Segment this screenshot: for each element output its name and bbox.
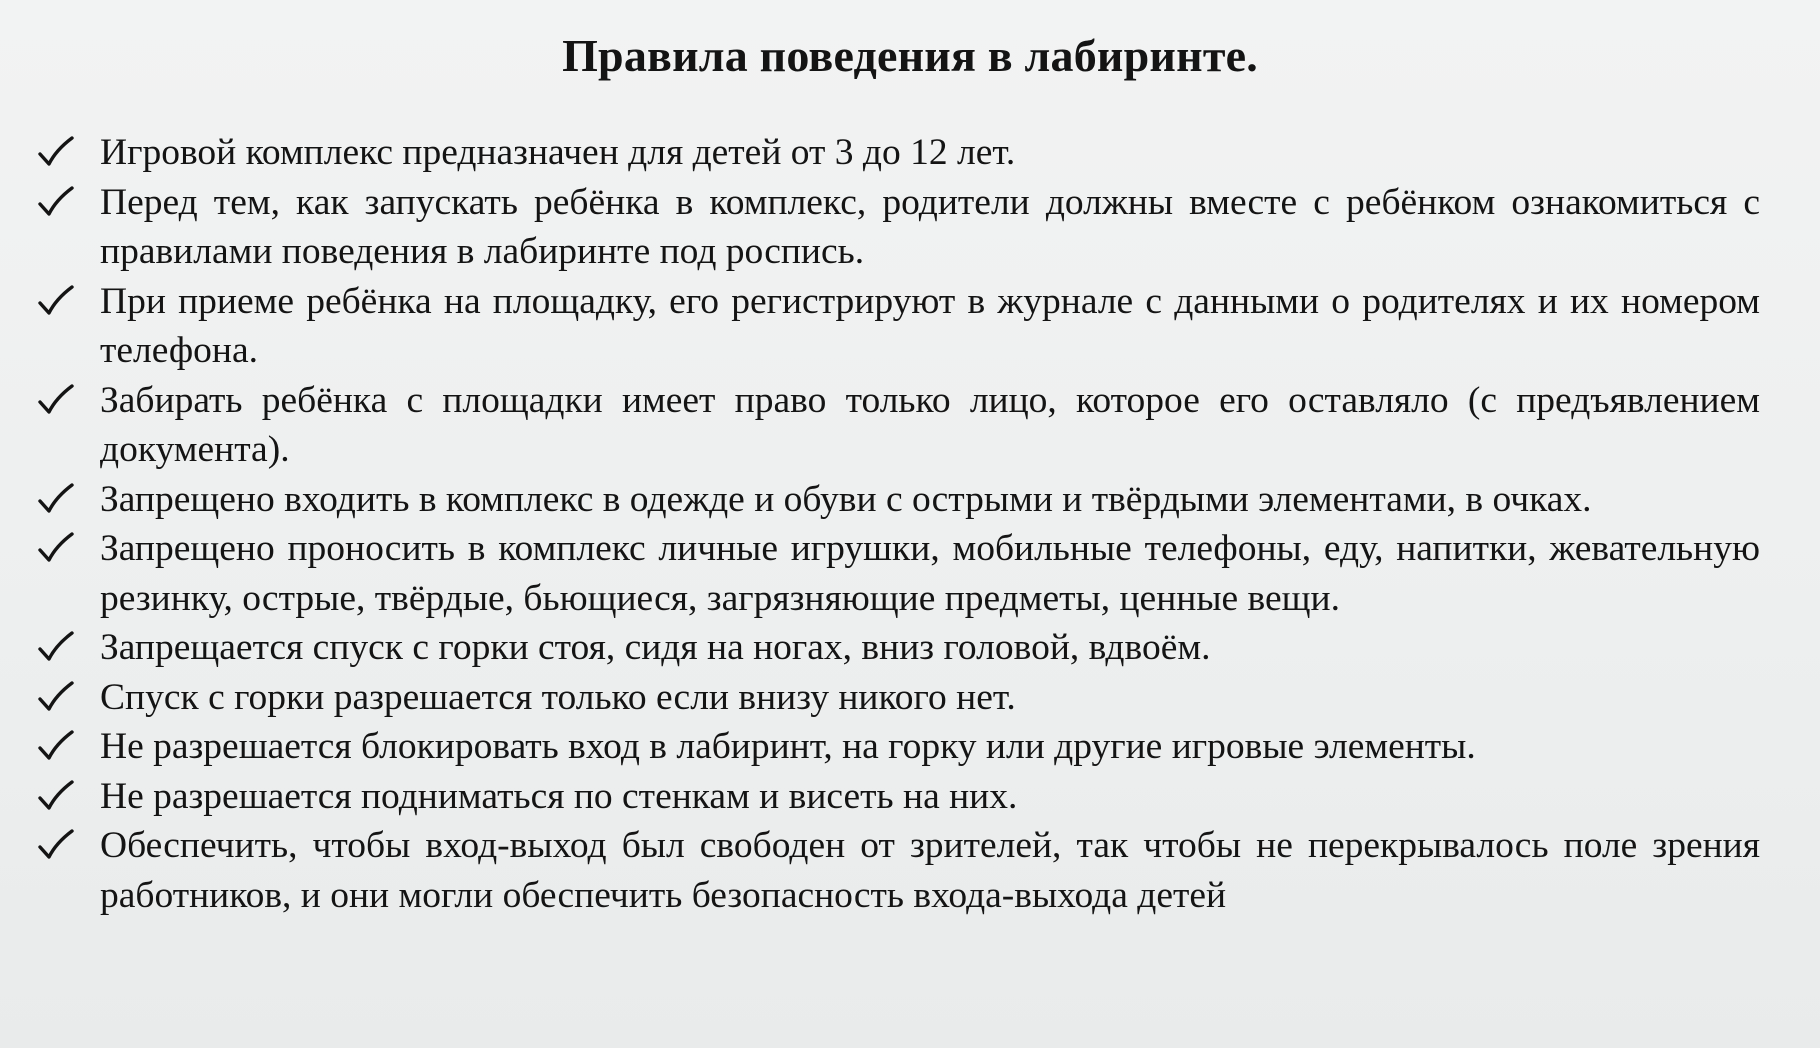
rule-text: Обеспечить, чтобы вход-выход был свободен от зрителей, так чтобы не перекрывалось поле зрения работников, и они могли обеспечить безопасность входа-выхода детей [100, 825, 1760, 916]
rule-text: Игровой комплекс предназначен для детей от 3 до 12 лет. [100, 132, 1016, 173]
checkmark-icon [34, 376, 78, 425]
rule-item [24, 524, 1760, 623]
rule-text: Забирать ребёнка с площадки имеет право только лицо, которое его оставляло (с предъявлением документа). [100, 379, 1760, 470]
rule-item [24, 178, 1760, 277]
checkmark-icon [34, 772, 78, 821]
rule-item [24, 277, 1760, 376]
checkmark-icon [34, 277, 78, 326]
document-title: Правила поведения в лабиринте. [562, 30, 1258, 81]
rule-text: Не разрешается блокировать вход в лабиринт, на горку или другие игровые элементы. [100, 726, 1476, 767]
rule-text: Перед тем, как запускать ребёнка в комплекс, родители должны вместе с ребёнком ознакомиться с правилами поведения в лабиринте под роспись. [100, 181, 1760, 272]
rule-item [24, 722, 1760, 772]
rule-item [24, 821, 1760, 920]
checkmark-icon [34, 524, 78, 573]
rule-item [24, 623, 1760, 673]
rule-item [24, 128, 1760, 178]
rule-text: Запрещается спуск с горки стоя, сидя на ногах, вниз головой, вдвоём. [100, 627, 1211, 668]
rule-text: Запрещено входить в комплекс в одежде и обуви с острыми и твёрдыми элементами, в очках. [100, 478, 1592, 520]
checkmark-icon [34, 475, 78, 524]
rule-item [24, 673, 1760, 723]
rule-item [24, 475, 1760, 525]
checkmark-icon [34, 178, 78, 227]
rules-list [24, 128, 1760, 920]
rule-text: При приеме ребёнка на площадку, его регистрируют в журнале с данными о родителях и их номером телефона. [100, 280, 1760, 371]
rule-text: Спуск с горки разрешается только если внизу никого нет. [100, 676, 1016, 718]
rule-text: Запрещено проносить в комплекс личные игрушки, мобильные телефоны, еду, напитки, жевательную резинку, острые, твёрдые, бьющиеся, загрязняющие предметы, ценные вещи. [100, 528, 1760, 619]
rule-item [24, 376, 1760, 475]
checkmark-icon [34, 623, 78, 672]
rule-item [24, 772, 1760, 822]
checkmark-icon [34, 673, 78, 722]
checkmark-icon [34, 821, 78, 870]
checkmark-icon [34, 722, 78, 771]
checkmark-icon [34, 128, 78, 177]
rule-text: Не разрешается подниматься по стенкам и висеть на них. [100, 775, 1018, 817]
